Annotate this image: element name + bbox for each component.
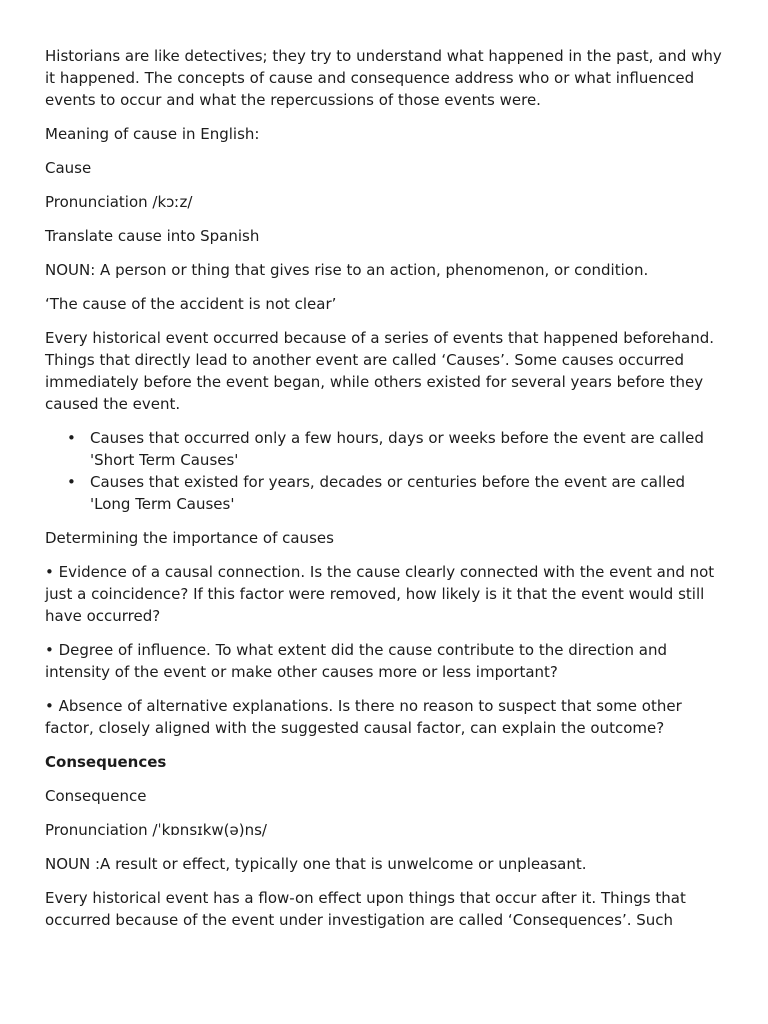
consequence-word: Consequence — [45, 787, 147, 805]
list-item — [67, 471, 725, 515]
determining-importance-line: Determining the importance of causes — [45, 529, 334, 547]
intro-paragraph: Historians are like detectives; they try to understand what happened in the past, and why it happened. The concepts of cause and consequence address who or what influenced events to occur and what the repercussions of those events were. — [45, 47, 722, 109]
cause-word: Cause — [45, 159, 92, 177]
list-item-text: Causes that existed for years, decades or centuries before the event are called 'Long Term Causes' — [90, 473, 686, 513]
cause-types-list — [45, 427, 725, 515]
cause-pronunciation: Pronunciation /kɔːz/ — [45, 193, 193, 211]
cause-noun-definition: NOUN: A person or thing that gives rise to an action, phenomenon, or condition. — [45, 261, 649, 279]
bullet-icon: • — [67, 473, 76, 491]
every-event-paragraph: Every historical event occurred because of a series of events that happened beforehand. Things that directly lead to another event are called ‘Causes’. Some causes occurred immediately before the event began, while others existed for several years before they caused the event. — [45, 329, 714, 413]
bullet-icon: • — [67, 429, 76, 447]
flow-on-paragraph: Every historical event has a flow-on effect upon things that occur after it. Things that occurred because of the event under investigation are called ‘Consequences’. Such — [45, 889, 686, 929]
consequences-heading: Consequences — [45, 753, 167, 771]
evidence-paragraph: • Evidence of a causal connection. Is the cause clearly connected with the event and not just a coincidence? If this factor were removed, how likely is it that the event would still have occurred? — [45, 563, 715, 625]
list-item — [67, 427, 725, 471]
meaning-of-cause-line: Meaning of cause in English: — [45, 125, 260, 143]
cause-example: ‘The cause of the accident is not clear’ — [45, 295, 337, 313]
consequence-noun-definition: NOUN :A result or effect, typically one that is unwelcome or unpleasant. — [45, 855, 587, 873]
absence-paragraph: • Absence of alternative explanations. Is there no reason to suspect that some other factor, closely aligned with the suggested causal factor, can explain the outcome? — [45, 697, 682, 737]
list-item-text: Causes that occurred only a few hours, days or weeks before the event are called 'Short Term Causes' — [90, 429, 704, 469]
consequence-pronunciation: Pronunciation /ˈkɒnsɪkw(ə)ns/ — [45, 821, 267, 839]
document-page — [45, 45, 725, 943]
translate-cause-line: Translate cause into Spanish — [45, 227, 260, 245]
degree-paragraph: • Degree of influence. To what extent did the cause contribute to the direction and intensity of the event or make other causes more or less important? — [45, 641, 667, 681]
